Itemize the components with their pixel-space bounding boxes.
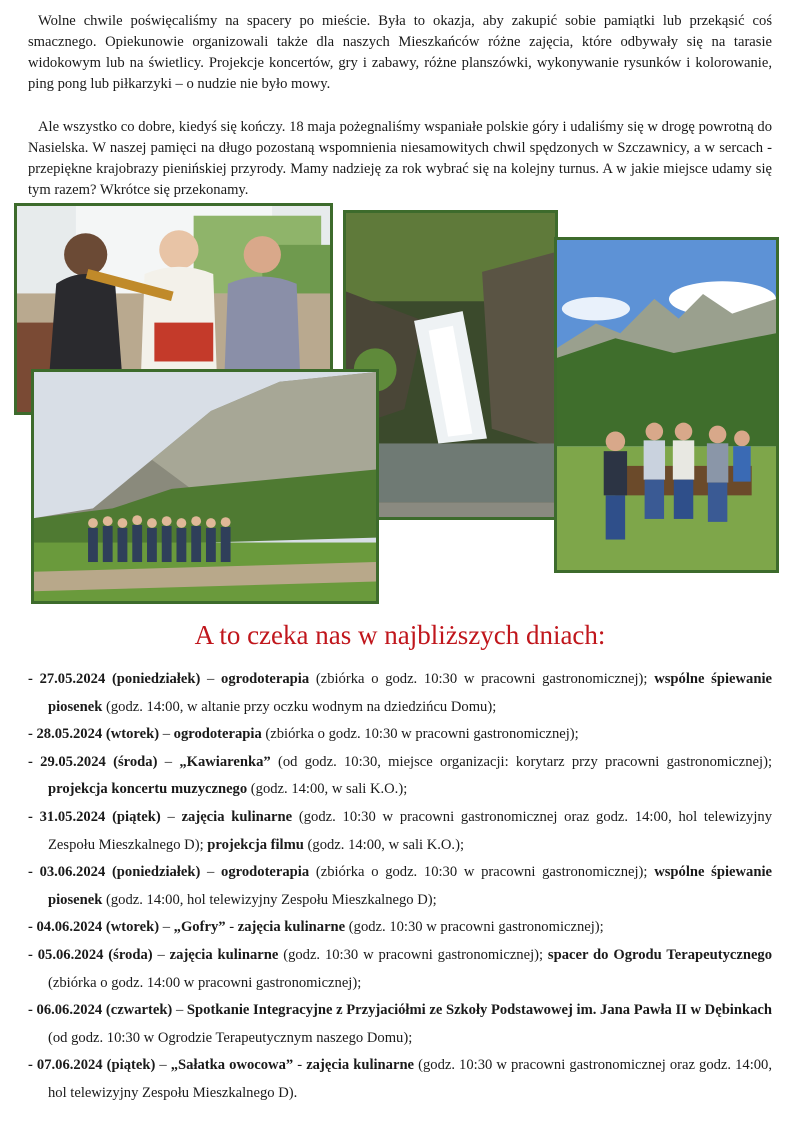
event-bold-text: - 31.05.2024 (piątek) [28,808,161,825]
photo-group-mountains [554,237,779,573]
event-text: – [157,753,180,770]
event-bold-text: „Sałatka owocowa” [170,1057,294,1074]
event-text: - [293,1057,307,1074]
event-bold-text: ogrodoterapia [221,864,310,881]
event-text: (godz. 10:30 w pracowni gastronomicznej oraz godz. 14:00, hol telewizyjny Zespołu Mieszkalnego D); [48,808,772,853]
event-text: (godz. 10:30 w pracowni gastronomicznej oraz godz. 14:00, hol telewizyjny Zespołu Mieszkalnego D). [48,1057,772,1101]
event-text: (godz. 14:00, hol telewizyjny Zespołu Mieszkalnego D); [102,891,437,908]
event-text: – [172,1002,187,1019]
event-bold-text: zajęcia kulinarne [181,808,293,825]
event-text: (godz. 10:30 w pracowni gastronomicznej); [345,919,604,936]
event-bold-text: - 07.06.2024 (piątek) [28,1057,156,1074]
intro-paragraph-2: Ale wszystko co dobre, kiedyś się kończy. 18 maja pożegnaliśmy wspaniałe polskie góry i udaliśmy się w drogę powrotną do Nasielska. W naszej pamięci na długo pozostaną wspomnienia niesamowitych chwil spędzonych w Szczawnicy, a w sercach - przepiękne krajobrazy pienińskiej przyrody. Mamy nadzieję za rok wybrać się na kolejny turnus. A w jakie miejsce udamy się tym razem? Wkrótce się przekonamy. [28,119,772,198]
event-text: (godz. 14:00, w sali K.O.); [247,781,408,798]
event-text: – [155,1057,171,1074]
event-bold-text: - 27.05.2024 (poniedziałek) [28,671,201,687]
photo-group-hike [31,369,379,604]
event-bold-text: wspólne śpiewanie piosenek [48,864,772,908]
event-text: – [200,864,222,881]
event-text: (zbiórka o godz. 10:30 w pracowni gastronomicznej); [309,864,655,881]
event-bold-text: Spotkanie Integracyjne z Przyjaciółmi ze Szkoły Podstawowej im. Jana Pawła II w Dębinkach [186,1002,772,1019]
event-item [28,997,772,1052]
event-bold-text: - 06.06.2024 (czwartek) [28,1002,173,1019]
event-bold-text: ogrodoterapia [173,726,262,743]
event-text: (zbiórka o godz. 10:30 w pracowni gastronomicznej); [261,726,579,743]
event-item [28,804,772,859]
event-bold-text: zajęcia kulinarne [169,946,279,963]
event-text: – [152,946,170,963]
event-text: – [160,808,182,825]
event-item [28,749,772,804]
event-item [28,942,772,997]
event-item [28,914,772,942]
event-bold-text: - 29.05.2024 (środa) [28,753,158,770]
event-bold-text: - 05.06.2024 (środa) [28,946,153,963]
event-bold-text: zajęcia kulinarne [237,919,346,936]
event-bold-text: - 28.05.2024 (wtorek) [28,726,160,743]
page-heading: A to czeka nas w najbliższych dniach: [194,620,606,650]
event-bold-text: wspólne śpiewanie piosenek [48,671,772,715]
event-text: – [159,726,174,743]
event-text: (zbiórka o godz. 10:30 w pracowni gastronomicznej); [309,671,655,687]
event-text: (godz. 14:00, w altanie przy oczku wodnym na dziedzińcu Domu); [102,698,497,715]
event-bold-text: „Gofry” [173,919,226,936]
event-item [28,666,772,721]
event-bold-text: spacer do Ogrodu Terapeutycznego [547,946,773,963]
event-bold-text: ogrodoterapia [221,671,310,687]
event-bold-text: projekcja filmu [207,836,304,853]
event-bold-text: projekcja koncertu muzycznego [48,781,248,798]
intro-paragraph-1: Wolne chwile poświęcaliśmy na spacery po mieście. Była to okazja, aby zakupić sobie pamiątki lub przekąsić coś smacznego. Opiekunowie organizowali także dla naszych Mieszkańców różne zajęcia, które odbywały się na tarasie widokowym lub na świetlicy. Projekcje koncertów, gry i zabawy, różne planszówki, wykonywanie rysunków i kolorowanie, ping pong lub piłkarzyki – o nudzie nie było mowy. [28,13,772,92]
event-text: (od godz. 10:30, miejsce organizacji: korytarz przy pracowni gastronomicznej); [270,753,773,770]
event-text: – [200,671,222,687]
event-bold-text: zajęcia kulinarne [306,1057,415,1074]
event-text: (godz. 10:30 w pracowni gastronomicznej); [278,946,548,963]
event-item [28,1052,772,1107]
event-text: (zbiórka o godz. 14:00 w pracowni gastronomicznej); [48,974,362,991]
events-list [28,666,772,1108]
event-item [28,721,772,749]
event-text: (godz. 14:00, w sali K.O.); [303,836,464,853]
event-text: – [159,919,174,936]
event-text: - [225,919,238,936]
event-bold-text: - 03.06.2024 (poniedziałek) [28,864,201,881]
event-text: (od godz. 10:30 w Ogrodzie Terapeutycznym naszego Domu); [48,1029,413,1046]
event-bold-text: „Kawiarenka” [179,753,271,770]
event-bold-text: - 04.06.2024 (wtorek) [28,919,160,936]
event-item [28,859,772,914]
